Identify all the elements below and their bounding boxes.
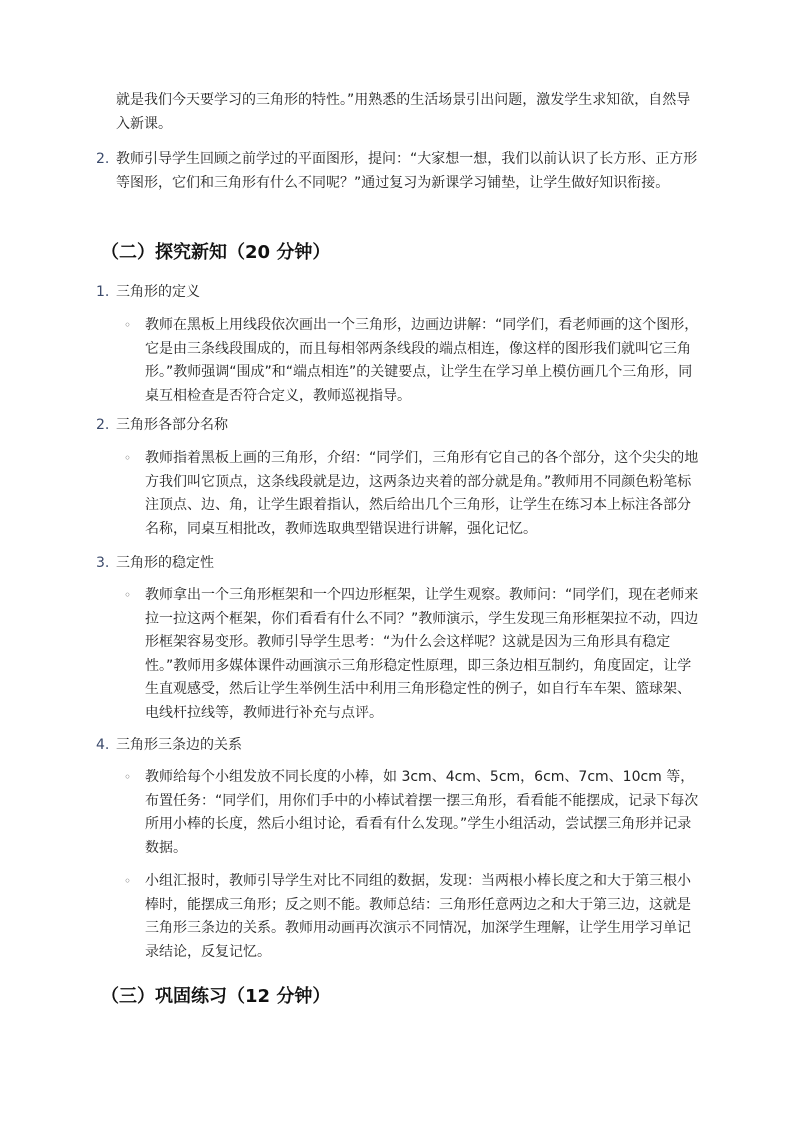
intro-continuation: 就是我们今天要学习的三角形的特性。”用熟悉的生活场景引出问题，激发学生求知欲，自然导入新课。 (116, 92, 691, 132)
list-item-text: 教师引导学生回顾之前学过的平面图形，提问：“大家想一想，我们以前认识了长方形、正方形等图形，它们和三角形有什么不同呢？”通过复习为新课学习铺垫，让学生做好知识衔接。 (116, 151, 698, 191)
list-number: 1. (96, 284, 110, 300)
bullet-icon: ◦ (124, 318, 132, 332)
intro-list-item-2 (96, 148, 701, 195)
bullet-text: 小组汇报时，教师引导学生对比不同组的数据，发现：当两根小棒长度之和大于第三根小棒时，能摆成三角形；反之则不能。教师总结：三角形任意两边之和大于第三边，这就是三角形三条边的关系。教师用动画再次演示不同情况，加深学生理解，让学生用学习单记录结论，反复记忆。 (145, 873, 691, 960)
list-number: 2. (96, 151, 110, 167)
list-item (124, 447, 703, 541)
subsection-title (96, 281, 200, 303)
bullet-icon: ◦ (124, 770, 132, 784)
subsection-title-text: 三角形各部分名称 (116, 417, 228, 433)
list-number: 3. (96, 555, 110, 571)
section-2-heading: （二）探究新知（20 分钟） (101, 242, 331, 263)
subsection-title (96, 414, 228, 436)
list-item (124, 314, 703, 408)
subsection-title (96, 552, 214, 574)
list-item (124, 584, 703, 725)
list-item (124, 870, 703, 964)
bullet-icon: ◦ (124, 874, 132, 888)
bullet-icon: ◦ (124, 451, 132, 465)
bullet-text: 教师指着黑板上画的三角形，介绍：“同学们，三角形有它自己的各个部分，这个尖尖的地方我们叫它顶点，这条线段就是边，这两条边夹着的部分就是角。”教师用不同颜色粉笔标注顶点、边、角，让学生跟着指认，然后给出几个三角形，让学生在练习本上标注各部分名称，同桌互相批改，教师选取典型错误进行讲解，强化记忆。 (145, 450, 699, 537)
bullet-text: 教师拿出一个三角形框架和一个四边形框架，让学生观察。教师问：“同学们，现在老师来拉一拉这两个框架，你们看看有什么不同？”教师演示，学生发现三角形框架拉不动，四边形框架容易变形。教师引导学生思考：“为什么会这样呢？这就是因为三角形具有稳定性。”教师用多媒体课件动画演示三角形稳定性原理，即三条边相互制约，角度固定，让学生直观感受，然后让学生举例生活中利用三角形稳定性的例子，如自行车车架、篮球架、电线杆拉线等，教师进行补充与点评。 (145, 587, 699, 721)
list-number: 4. (96, 737, 110, 753)
subsection-title-text: 三角形的定义 (116, 284, 200, 300)
list-item (124, 766, 703, 860)
section-3-heading: （三）巩固练习（12 分钟） (101, 986, 331, 1007)
list-number: 2. (96, 417, 110, 433)
subsection-title-text: 三角形三条边的关系 (116, 737, 242, 753)
subsection-title (96, 734, 242, 756)
bullet-text: 教师给每个小组发放不同长度的小棒，如 3cm、4cm、5cm，6cm、7cm、10cm 等，布置任务：“同学们，用你们手中的小棒试着摆一摆三角形，看看能不能摆成，记录下每次所用小棒的长度，然后小组讨论，看看有什么发现。”学生小组活动，尝试摆三角形并记录数据。 (145, 769, 699, 856)
bullet-text: 教师在黑板上用线段依次画出一个三角形，边画边讲解：“同学们，看老师画的这个图形，它是由三条线段围成的，而且每相邻两条线段的端点相连，像这样的图形我们就叫它三角形。”教师强调“围成”和“端点相连”的关键要点，让学生在学习单上模仿画几个三角形，同桌互相检查是否符合定义，教师巡视指导。 (145, 317, 699, 404)
subsection-title-text: 三角形的稳定性 (116, 555, 214, 571)
bullet-icon: ◦ (124, 588, 132, 602)
